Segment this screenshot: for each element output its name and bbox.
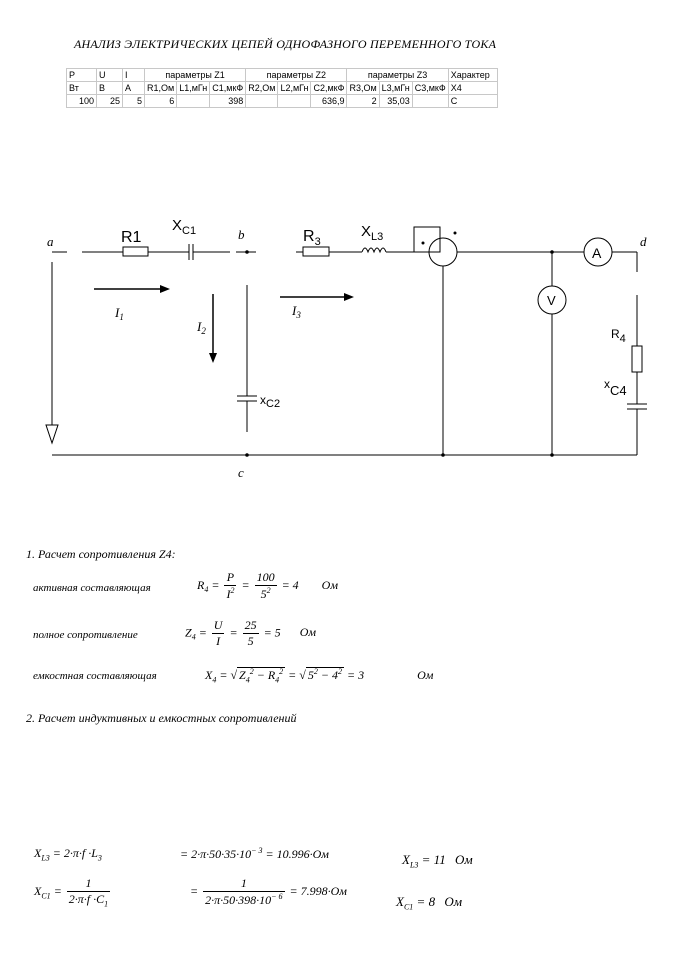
table-cell: C	[448, 95, 497, 108]
current-i1-label: $I_1$	[115, 305, 124, 322]
node-dot	[550, 250, 554, 254]
resistor-r1	[123, 247, 148, 256]
r3-label: $R_3$	[303, 228, 321, 248]
xc1-calculation: = $\frac{1}{2\cdot\pi\cdot 50\cdot 398\cdot 10^{- 6}}$ = 7.998·Ом	[190, 876, 347, 907]
ammeter-label: A	[592, 245, 602, 261]
node-c-label: c	[238, 465, 244, 480]
active-component-label: активная составляющая	[33, 582, 151, 594]
xl3-formula: $X_{L3} = 2\cdot\pi\cdot f \cdot L_3$	[34, 846, 102, 863]
table-cell: R2,Ом	[246, 82, 278, 95]
full-impedance-formula: $Z_4$ = $\frac{U}{I}$ = $\frac{25}{5}$ = 5 Ом	[185, 618, 317, 648]
table-cell: 25	[97, 95, 123, 108]
node-dot	[441, 453, 445, 457]
xc4-label: xC4	[604, 377, 627, 398]
table-cell: L3,мГн	[379, 82, 412, 95]
table-cell: параметры Z1	[145, 69, 246, 82]
table-cell: X4	[448, 82, 497, 95]
table-cell: 100	[67, 95, 97, 108]
table-cell: L2,мГн	[278, 82, 311, 95]
table-cell: C2,мкФ	[311, 82, 347, 95]
wattmeter-terminal-dot	[422, 242, 425, 245]
table-cell: R3,Ом	[347, 82, 379, 95]
resistor-r4	[632, 346, 642, 372]
capacitive-component-formula: $X_4$ = √ $Z_4^2 - R_4^2$ = √ $5^2 - 4^2 = 3$ Ом	[205, 667, 434, 685]
table-cell: 2	[347, 95, 379, 108]
current-i3-label: $I_3$	[292, 303, 301, 320]
table-cell: 636,9	[311, 95, 347, 108]
table-cell: Характер	[448, 69, 497, 82]
table-cell: параметры Z3	[347, 69, 448, 82]
table-cell: 398	[210, 95, 246, 108]
table-cell: В	[97, 82, 123, 95]
voltmeter-label: V	[547, 293, 556, 308]
table-cell: I	[123, 69, 145, 82]
table-cell: Вт	[67, 82, 97, 95]
table-cell: 5	[123, 95, 145, 108]
full-impedance-label: полное сопротивление	[33, 629, 138, 641]
table-cell: параметры Z2	[246, 69, 347, 82]
xc2-label: xC2	[260, 393, 281, 410]
current-i3-arrowhead	[344, 293, 354, 301]
current-i2-label: $I_2$	[197, 319, 206, 336]
inductor-l3	[362, 248, 386, 252]
xc1-result: $X_{C1} = 8$ Ом	[396, 894, 463, 912]
node-dot	[550, 453, 554, 457]
table-cell: А	[123, 82, 145, 95]
table-cell: R1,Ом	[145, 82, 177, 95]
table-cell: C1,мкФ	[210, 82, 246, 95]
page-title: АНАЛИЗ ЭЛЕКТРИЧЕСКИХ ЦЕПЕЙ ОДНОФАЗНОГО ПЕРЕМЕННОГО ТОКА	[74, 37, 497, 51]
xc1-formula: $X_{C1}$ = $\frac{1}{2\cdot\pi\cdot f \cdot C_1}$	[34, 876, 109, 909]
table-cell: P	[67, 69, 97, 82]
r4-label: R4	[611, 327, 626, 345]
current-i2-arrowhead	[209, 353, 217, 363]
table-cell: U	[97, 69, 123, 82]
table-cell: 6	[145, 95, 177, 108]
node-b-label: b	[238, 227, 245, 242]
node-d-label: d	[640, 234, 647, 249]
resistor-r3	[303, 247, 329, 256]
table-cell: 35,03	[379, 95, 412, 108]
table-cell: C3,мкФ	[412, 82, 448, 95]
table-cell: L1,мГн	[177, 82, 210, 95]
voltage-arrow-head	[46, 425, 58, 443]
xl3-label: $X_{L3}$	[361, 223, 384, 243]
current-i1-arrowhead	[160, 285, 170, 293]
xl3-result: $X_{L3} = 11$ Ом	[402, 852, 473, 870]
section-1-heading: 1. Расчет сопротивления Z4:	[26, 547, 176, 561]
xc1-label: $X_{C1}$	[172, 217, 197, 237]
capacitive-component-label: емкостная составляющая	[33, 670, 157, 682]
active-component-formula: $R_4$ = $\frac{P}{I^2}$ = $\frac{100}{5^2}$ = 4 Ом	[197, 570, 338, 601]
r1-label: R1	[121, 229, 142, 246]
node-c-dot	[245, 453, 249, 457]
wattmeter-terminal-dot	[454, 232, 457, 235]
node-b-dot	[245, 250, 249, 254]
section-2-heading: 2. Расчет индуктивных и емкостных сопротивлений	[26, 711, 297, 725]
node-a-label: a	[47, 234, 54, 249]
xl3-calculation: = $2\cdot\pi\cdot 50\cdot 35\cdot 10^{- 3} = 10.996\cdot Ом$	[180, 846, 329, 861]
